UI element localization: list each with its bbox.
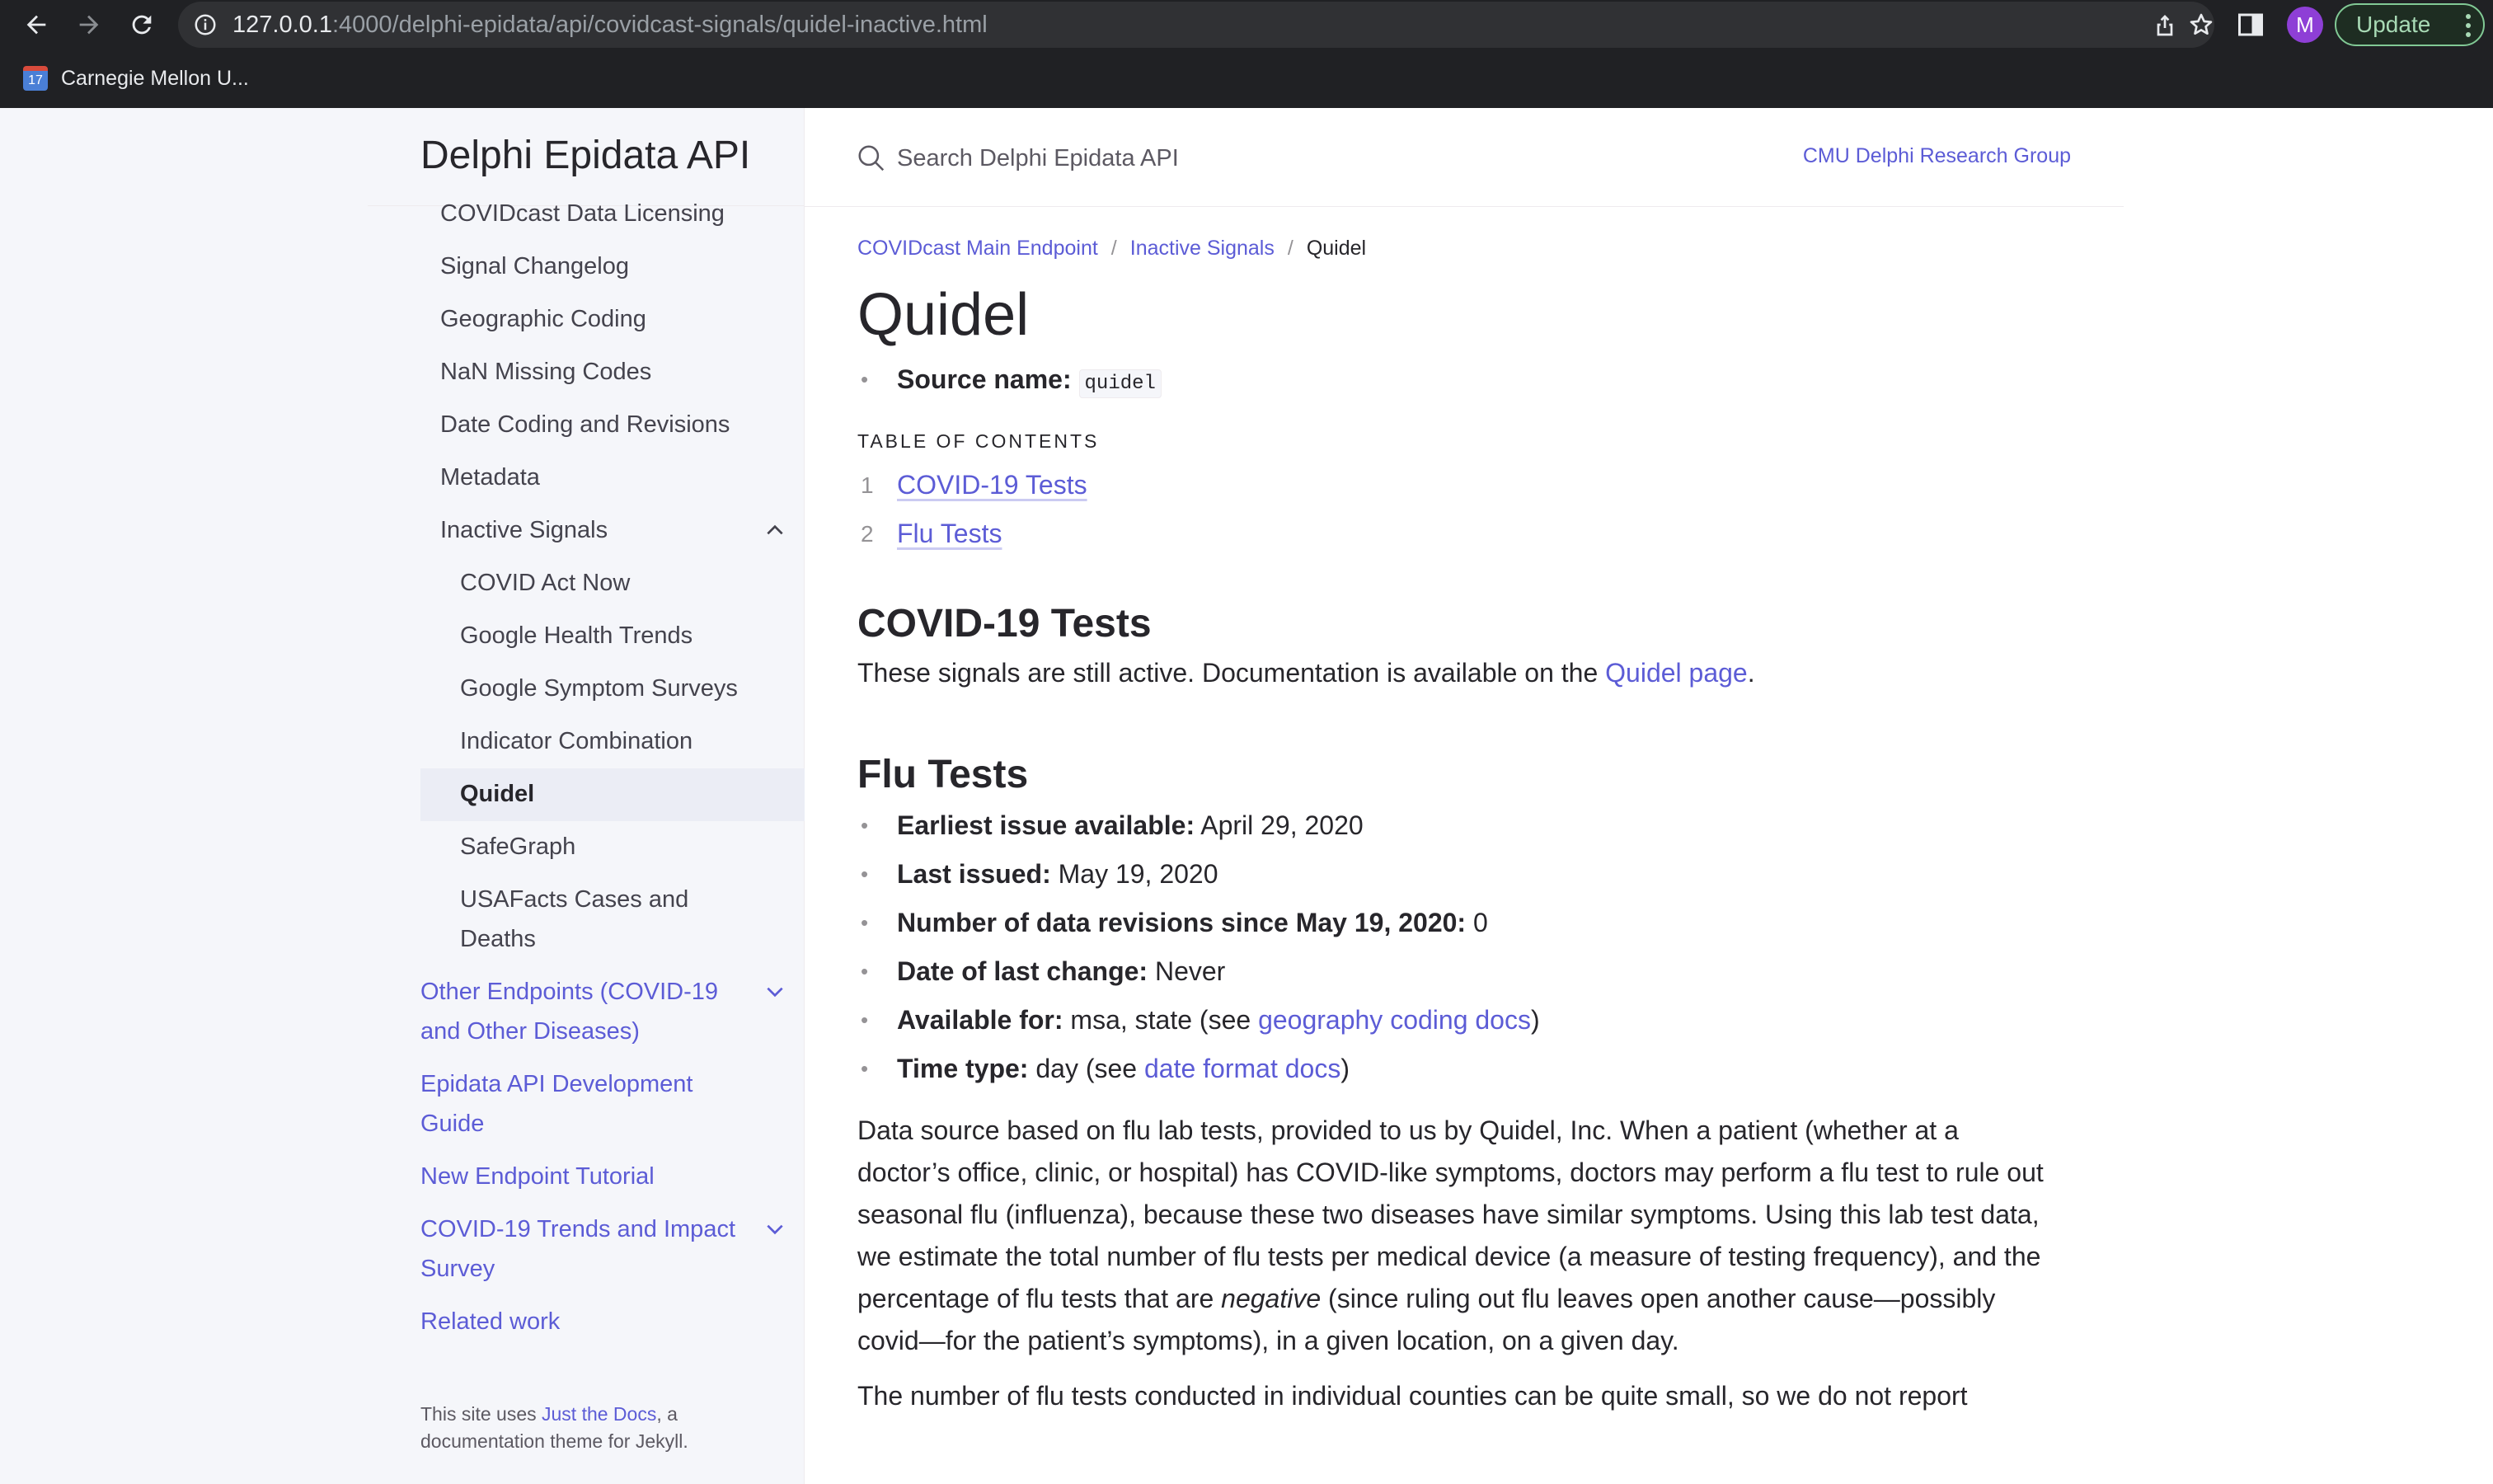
covid-tests-text bbox=[857, 652, 2045, 694]
reload-icon bbox=[128, 11, 156, 39]
back-button[interactable] bbox=[16, 5, 56, 45]
nav-other-endpoints-line1[interactable]: Other Endpoints (COVID-19 bbox=[420, 979, 719, 1005]
nav-google-symptom-surveys[interactable]: Google Symptom Surveys bbox=[460, 675, 738, 702]
url-host: 127.0.0.1 bbox=[232, 12, 332, 38]
toc-number: 2 bbox=[861, 521, 874, 547]
profile-avatar[interactable]: M bbox=[2287, 7, 2323, 43]
nav-metadata[interactable]: Metadata bbox=[440, 464, 540, 491]
share-icon[interactable] bbox=[2152, 12, 2178, 38]
reload-button[interactable] bbox=[122, 5, 162, 45]
fact-value: Never bbox=[1148, 956, 1226, 986]
flu-small-counts-paragraph: The number of flu tests conducted in individual counties can be quite small, so we do not report bbox=[857, 1381, 1968, 1411]
toc-link-covid-tests[interactable]: COVID-19 Tests bbox=[897, 470, 1087, 500]
fact-label: Available for: bbox=[897, 1005, 1063, 1035]
date-format-docs-link[interactable]: date format docs bbox=[1143, 1054, 1341, 1083]
browser-chrome bbox=[0, 0, 2493, 108]
sidebar-footer bbox=[420, 1401, 767, 1455]
nav-quidel[interactable]: Quidel bbox=[460, 781, 535, 807]
fact-label: Earliest issue available: bbox=[897, 810, 1195, 840]
other-endpoints-expand-button[interactable] bbox=[758, 975, 791, 1008]
nav-safegraph[interactable]: SafeGraph bbox=[460, 834, 576, 860]
flu-facts-list bbox=[857, 801, 2045, 1093]
flu-tests-heading: Flu Tests bbox=[857, 753, 1029, 796]
fact-earliest-issue bbox=[857, 801, 2045, 850]
page-title: Quidel bbox=[857, 282, 1030, 348]
url-text[interactable] bbox=[232, 12, 988, 39]
bookmark-label: Carnegie Mellon U... bbox=[61, 66, 249, 90]
paragraph-text: Data source based on flu lab tests, provided to us by Quidel, Inc. When a patient (whether at a doctor’s office, clinic, or hospital) has COVID-like symptoms, doctors may perform a flu test to rule out seasonal flu (influenza), because these two diseases have similar symptoms. Using this lab test data, we estimate the total number of flu tests per medical device (a measure of testing frequency), and the percentage of flu tests that are bbox=[857, 1115, 2044, 1313]
main-header bbox=[805, 108, 2124, 207]
nav-usafacts-line1[interactable]: USAFacts Cases and bbox=[460, 886, 689, 913]
nav-new-endpoint-tutorial[interactable]: New Endpoint Tutorial bbox=[420, 1163, 655, 1190]
source-name-value: quidel bbox=[1079, 369, 1162, 398]
bookmark-star-icon[interactable] bbox=[2188, 12, 2214, 38]
just-the-docs-link[interactable]: Just the Docs bbox=[542, 1403, 657, 1425]
fact-value: msa, state (see bbox=[1063, 1005, 1259, 1035]
update-button[interactable] bbox=[2335, 3, 2485, 46]
covid-tests-heading: COVID-19 Tests bbox=[857, 602, 1152, 646]
toc-number: 1 bbox=[861, 472, 874, 498]
nav-ctis-line2[interactable]: Survey bbox=[420, 1256, 495, 1282]
breadcrumb bbox=[857, 232, 2045, 265]
source-list bbox=[857, 355, 2045, 408]
fact-close: ) bbox=[1340, 1054, 1350, 1083]
covid-text: These signals are still active. Documentation is available on the bbox=[857, 658, 1606, 688]
fact-last-change bbox=[857, 947, 2045, 996]
paragraph-emphasis: negative bbox=[1221, 1284, 1322, 1313]
breadcrumb-separator: / bbox=[1287, 236, 1293, 260]
nav-inactive-signals[interactable]: Inactive Signals bbox=[440, 517, 608, 543]
source-name-label: Source name: bbox=[897, 364, 1072, 394]
bookmarks-bar bbox=[0, 59, 2493, 101]
fact-label: Last issued: bbox=[897, 859, 1051, 889]
flu-description-paragraph bbox=[857, 1110, 2045, 1362]
toc-link-flu-tests[interactable]: Flu Tests bbox=[897, 519, 1002, 548]
toc-heading: TABLE OF CONTENTS bbox=[857, 430, 1100, 452]
source-name-item bbox=[857, 355, 2045, 408]
fact-label: Time type: bbox=[897, 1054, 1029, 1083]
nav-signal-changelog[interactable]: Signal Changelog bbox=[440, 253, 629, 279]
fact-label: Number of data revisions since May 19, 2020: bbox=[897, 908, 1467, 937]
address-bar[interactable] bbox=[178, 2, 2214, 48]
nav-other-endpoints-line2[interactable]: and Other Diseases) bbox=[420, 1018, 640, 1045]
calendar-icon: 17 bbox=[23, 66, 48, 91]
breadcrumb-inactive-signals[interactable]: Inactive Signals bbox=[1129, 236, 1275, 260]
chevron-down-icon bbox=[764, 1219, 786, 1240]
nav-covid-act-now[interactable]: COVID Act Now bbox=[460, 570, 631, 596]
geography-coding-docs-link[interactable]: geography coding docs bbox=[1258, 1005, 1531, 1035]
side-panel-icon[interactable] bbox=[2236, 10, 2265, 40]
fact-label: Date of last change: bbox=[897, 956, 1148, 986]
fact-data-revisions bbox=[857, 899, 2045, 947]
fact-close: ) bbox=[1530, 1005, 1540, 1035]
nav-dev-guide-line1[interactable]: Epidata API Development bbox=[420, 1071, 693, 1097]
site-title[interactable]: Delphi Epidata API bbox=[420, 134, 751, 177]
browser-toolbar bbox=[0, 0, 2493, 49]
breadcrumb-separator: / bbox=[1110, 236, 1117, 260]
nav-indicator-combination[interactable]: Indicator Combination bbox=[460, 728, 693, 754]
paragraph-text: (since ruling out flu leaves open another cause—possibly covid—for the patient’s symptoms), in a given location, on a given day. bbox=[857, 1284, 1996, 1355]
nav-ctis-line1[interactable]: COVID-19 Trends and Impact bbox=[420, 1216, 735, 1242]
chevron-up-icon bbox=[764, 519, 786, 541]
table-of-contents bbox=[857, 461, 2045, 558]
ctis-expand-button[interactable] bbox=[758, 1213, 791, 1246]
nav-usafacts-line2[interactable]: Deaths bbox=[460, 926, 536, 952]
nav-related-work[interactable]: Related work bbox=[420, 1308, 561, 1335]
forward-button[interactable] bbox=[69, 5, 109, 45]
fact-value: 0 bbox=[1466, 908, 1488, 937]
nav-date-coding-revisions[interactable]: Date Coding and Revisions bbox=[440, 411, 730, 438]
fact-available-for bbox=[857, 996, 2045, 1045]
toc-item bbox=[857, 510, 2045, 558]
update-label: Update bbox=[2356, 12, 2431, 37]
nav-geographic-coding[interactable]: Geographic Coding bbox=[440, 306, 646, 332]
site-info-icon[interactable] bbox=[193, 12, 218, 37]
search-icon bbox=[856, 143, 887, 174]
bookmark-carnegie-mellon[interactable] bbox=[23, 66, 249, 91]
cmu-delphi-link[interactable]: CMU Delphi Research Group bbox=[1802, 144, 2071, 167]
chevron-down-icon bbox=[764, 981, 786, 1003]
fact-last-issued bbox=[857, 850, 2045, 899]
url-path: :4000/delphi-epidata/api/covidcast-signals/quidel-inactive.html bbox=[331, 12, 988, 38]
nav-dev-guide-line2[interactable]: Guide bbox=[420, 1111, 485, 1137]
footer-suffix: , a documentation theme for Jekyll. bbox=[420, 1403, 688, 1452]
quidel-page-link[interactable]: Quidel page bbox=[1605, 658, 1748, 688]
breadcrumb-current: Quidel bbox=[1306, 236, 1367, 260]
nav-covidcast-data-licensing[interactable]: COVIDcast Data Licensing bbox=[440, 200, 725, 227]
nav-google-health-trends[interactable]: Google Health Trends bbox=[460, 622, 693, 649]
fact-value: day (see bbox=[1028, 1054, 1144, 1083]
footer-prefix: This site uses bbox=[420, 1403, 542, 1425]
search-input[interactable] bbox=[897, 138, 1639, 179]
fact-value: April 29, 2020 bbox=[1195, 810, 1364, 840]
page bbox=[0, 108, 2493, 1484]
nav-nan-missing-codes[interactable]: NaN Missing Codes bbox=[440, 359, 652, 385]
back-arrow-icon bbox=[22, 11, 50, 39]
main-content bbox=[857, 232, 2045, 1417]
toc-item bbox=[857, 461, 2045, 510]
breadcrumb-covidcast-main[interactable]: COVIDcast Main Endpoint bbox=[857, 236, 1098, 260]
fact-time-type bbox=[857, 1045, 2045, 1093]
covid-text-end: . bbox=[1747, 658, 1755, 688]
forward-arrow-icon bbox=[75, 11, 103, 39]
fact-value: May 19, 2020 bbox=[1050, 859, 1218, 889]
inactive-signals-collapse-button[interactable] bbox=[758, 514, 791, 547]
more-menu-icon bbox=[2465, 13, 2472, 38]
